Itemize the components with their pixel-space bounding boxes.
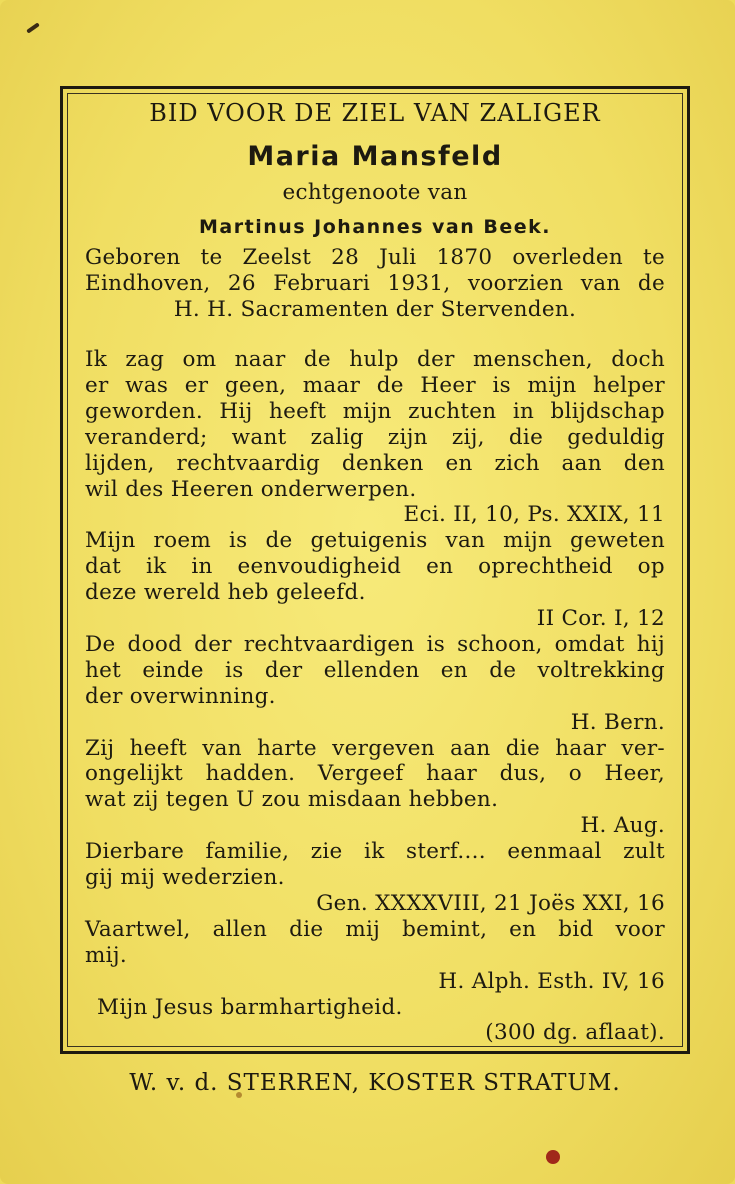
prayer-line: deze wereld heb geleefd. (85, 580, 366, 606)
prayer-line: Dierbare familie, zie ik sterf.... eenmaal zult (85, 839, 665, 865)
prayer-line: veranderd; want zalig zijn zij, die geduldig (85, 424, 665, 450)
life-line: H. H. Sacramenten der Stervenden. (173, 297, 577, 322)
prayer-line: (300 dg. aflaat). (485, 1020, 665, 1046)
prayer-line: Vaartwel, allen die mij bemint, en bid voor (85, 916, 665, 942)
invocation-heading: BID VOOR DE ZIEL VAN ZALIGER (149, 99, 601, 127)
prayer-line: H. Aug. (580, 813, 665, 839)
prayer-line: Zij heeft van harte vergeven aan die haar ver- (85, 735, 665, 761)
prayer-line: Ik zag om naar de hulp der menschen, doch (85, 347, 665, 372)
deceased-name: Maria Mansfeld (247, 141, 503, 172)
prayer-line: wil des Heeren onderwerpen. (85, 476, 417, 502)
prayer-line: Gen. XXXXVIII, 21 Joës XXI, 16 (316, 890, 665, 916)
husband-name: Martinus Johannes van Beek. (199, 216, 551, 238)
prayer-line: dat ik in eenvoudigheid en oprechtheid op (85, 554, 665, 580)
stain-mark (546, 1150, 560, 1164)
prayer-line: H. Bern. (570, 709, 665, 735)
prayer-line: H. Alph. Esth. IV, 16 (438, 968, 665, 994)
prayer-line: Mijn Jesus barmhartigheid. (97, 994, 403, 1020)
prayer-line: het einde is der ellenden en de voltrekking (85, 657, 665, 683)
life-line: Eindhoven, 26 Februari 1931, voorzien van de (85, 271, 665, 296)
prayer-line: er was er geen, maar de Heer is mijn helper (85, 372, 665, 398)
prayer-line: II Cor. I, 12 (536, 606, 665, 631)
life-line: Geboren te Zeelst 28 Juli 1870 overleden te (85, 245, 665, 270)
prayer-line: gij mij wederzien. (85, 865, 285, 890)
prayer-line: der overwinning. (85, 683, 276, 709)
prayer-line: De dood der rechtvaardigen is schoon, omdat hij (85, 631, 665, 657)
prayer-line: mij. (85, 942, 127, 968)
ink-mark (26, 22, 40, 33)
printer-imprint: W. v. d. STERREN, KOSTER STRATUM. (129, 1070, 621, 1096)
prayer-line: Mijn roem is de getuigenis van mijn geweten (85, 528, 665, 554)
prayer-line: ongelijkt hadden. Vergeef haar dus, o Heer, (85, 761, 665, 787)
prayer-line: wat zij tegen U zou misdaan hebben. (85, 787, 499, 813)
prayer-line: geworden. Hij heeft mijn zuchten in blijdschap (85, 398, 665, 424)
prayer-line: Eci. II, 10, Ps. XXIX, 11 (403, 502, 665, 528)
relation-text: echtgenoote van (282, 180, 468, 205)
prayer-line: lijden, rechtvaardig denken en zich aan den (85, 450, 665, 476)
